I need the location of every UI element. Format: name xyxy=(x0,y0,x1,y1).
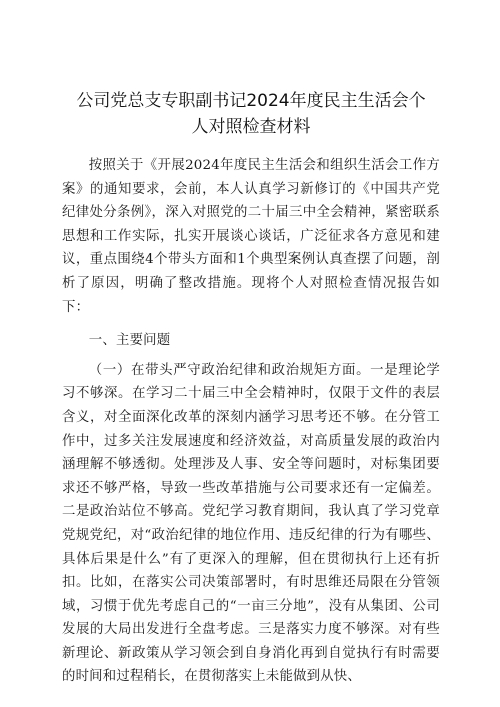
body-paragraph: （一）在带头严守政治纪律和政治规矩方面。一是理论学习不够深。在学习二十届三中全会精神时，仅限于文件的表层含义，对全面深化改革的深刻内涵学习思考还不够。在分管工作中，过多关注发展速度和经济效益，对高质量发展的政治内涵理解不够透彻。处理涉及人事、安全等问题时，对标集团要求还不够严格，导致一些改革措施与公司要求还有一定偏差。二是政治站位不够高。党纪学习教育期间，我认真了学习党章党规党纪，对“政治纪律的地位作用、违反纪律的行为有哪些、具体后果是什么”有了更深入的理解，但在贯彻执行上还有折扣。比如，在落实公司决策部署时，有时思维还局限在分管领域，习惯于优先考虑自己的“一亩三分地”，没有从集团、公司发展的大局出发进行全盘考虑。三是落实力度不够深。对有些新理论、新政策从学习领会到自身消化再到自觉执行有时需要的时间和过程稍长，在贯彻落实上未能做到从快、 xyxy=(62,362,440,685)
title-line-1: 公司党总支专职副书记2024年度民主生活会个 xyxy=(76,91,426,111)
title-line-2: 人对照检查材料 xyxy=(191,117,311,137)
intro-paragraph: 按照关于《开展2024年度民主生活会和组织生活会工作方案》的通知要求，会前，本人认真学习新修订的《中国共产党纪律处分条例》，深入对照党的二十届三中全会精神，紧密联系思想和工作实际，扎实开展谈心谈话，广泛征求各方意见和建议，重点围绕4个带头方面和1个典型案例认真查摆了问题，剖析了原因，明确了整改措施。现将个人对照检查情况报告如下： xyxy=(62,158,440,315)
section-heading: 一、主要问题 xyxy=(88,333,171,349)
document-title xyxy=(62,88,440,140)
